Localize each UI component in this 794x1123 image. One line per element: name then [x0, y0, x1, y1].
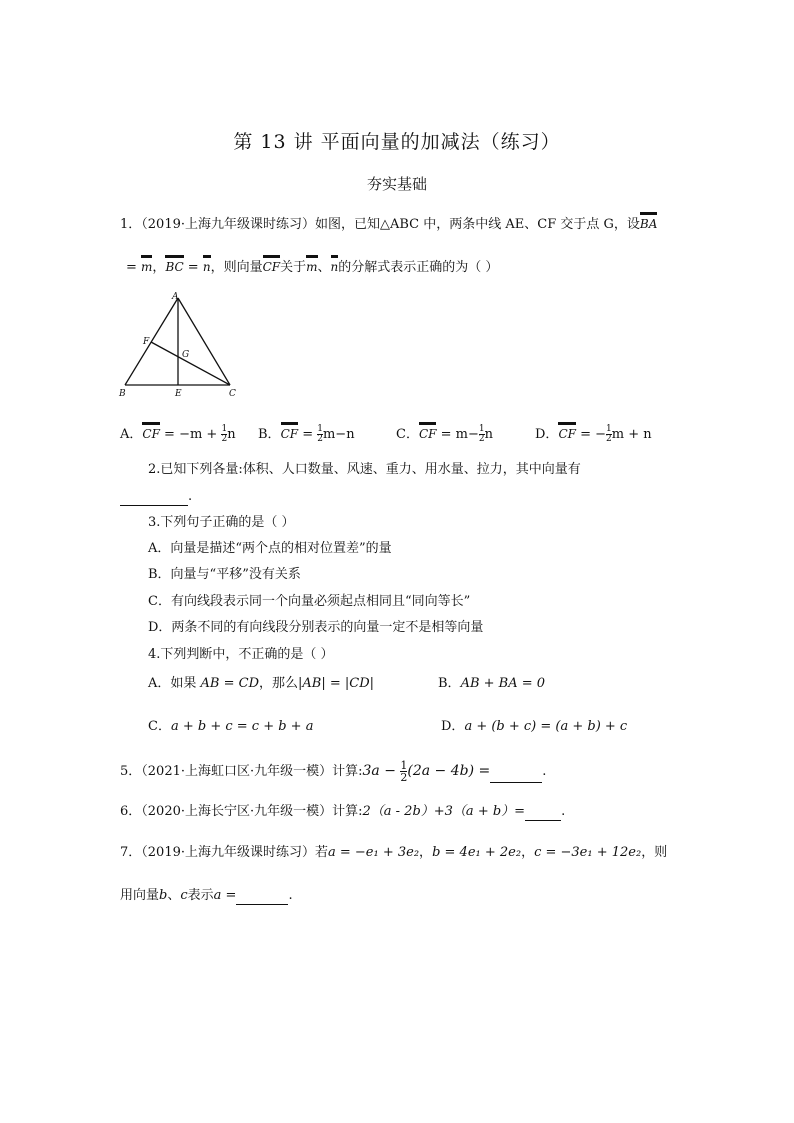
q5-stem: 5．（2021·上海虹口区·九年级一模）计算: [120, 764, 363, 779]
fraction-numerator: 1 [606, 424, 612, 434]
fraction-denominator: 2 [317, 434, 323, 444]
math-expression: 3a − [362, 763, 401, 779]
answer-blank[interactable] [236, 890, 288, 905]
period: . [542, 764, 547, 779]
vector-CF: CF [558, 423, 576, 443]
label-C: C [229, 389, 236, 399]
math-expression: |AB| = |CD| [298, 676, 375, 691]
vector-n: n [331, 256, 339, 276]
q4-option-b [438, 675, 545, 693]
q3-option-d: D．两条不同的有向线段分别表示的向量一定不是相等向量 [148, 620, 484, 635]
option-tail: n [227, 427, 236, 442]
period: . [288, 888, 293, 903]
answer-blank[interactable] [120, 491, 188, 506]
label-G: G [182, 350, 190, 360]
q1-option-c [396, 423, 493, 444]
fraction-numerator: 1 [478, 424, 485, 434]
option-letter: A． [120, 427, 143, 442]
q5-line [120, 760, 546, 783]
option-letter: B． [438, 676, 461, 691]
option-letter: D． [535, 427, 559, 442]
q1-stem-prefix: 1．（2019·上海九年级课时练习）如图，已知△ABC 中，两条中线 AE、CF 交于点 G，设 [120, 217, 640, 232]
q2-stem: 2.已知下列各量:体积、人口数量、风速、重力、用水量、拉力，其中向量有 [148, 462, 581, 477]
vector-BA: BA [640, 213, 657, 233]
option-letter: C． [396, 427, 419, 442]
math-expression: AB + BA = 0 [460, 676, 546, 691]
fraction-denominator: 2 [400, 771, 408, 784]
math-expression: (2a − 4b) = [407, 763, 491, 779]
option-expr: = [298, 427, 318, 442]
vector-CF: CF [142, 423, 160, 443]
math-expression: b = 4e₁ + 2e₂ [432, 845, 522, 860]
triangle-figure [115, 288, 245, 400]
math-expression: a = −e₁ + 3e₂ [328, 845, 420, 860]
q3-stem: 3.下列句子正确的是（ ） [148, 515, 295, 530]
vector-CF: CF [263, 256, 281, 276]
vector-m: m [141, 256, 152, 276]
separator: 、 [167, 888, 181, 903]
q2-answer-line [120, 488, 192, 506]
q1-option-a [120, 423, 236, 444]
math-expression: a + b + c = c + b + a [170, 719, 314, 734]
vector-m: m [306, 256, 317, 276]
q7-text: 表示 [187, 888, 214, 903]
vector-CF: CF [281, 423, 299, 443]
vector-CF: CF [419, 423, 437, 443]
option-tail: m−n [322, 427, 355, 442]
separator: ， [521, 845, 535, 860]
period: . [561, 804, 566, 819]
option-letter: B． [258, 427, 281, 442]
q7-line2 [120, 887, 293, 905]
option-expr: = − [575, 427, 607, 442]
page-title: 第 13 讲 平面向量的加减法（练习） [233, 131, 561, 153]
q1-text: ，则向量 [210, 260, 263, 275]
q4-option-c [148, 718, 313, 736]
label-E: E [175, 389, 182, 399]
side-AC [178, 298, 230, 385]
period: . [188, 489, 193, 504]
math-expression: a + (b + c) = (a + b) + c [464, 719, 628, 734]
answer-blank[interactable] [525, 806, 561, 821]
section-subtitle: 夯实基础 [366, 175, 427, 193]
q6-stem: 6．（2020·上海长宁区·九年级一模）计算: [120, 804, 363, 819]
math-expression: a = [213, 888, 237, 903]
math-expression: AB = CD [200, 676, 259, 691]
q4-option-d [441, 718, 627, 736]
option-letter: C． [148, 719, 171, 734]
fraction-numerator: 1 [400, 759, 408, 772]
math-expression: c = −3e₁ + 12e₂ [534, 845, 642, 860]
q3-option-c: C．有向线段表示同一个向量必须起点相同且“同向等长” [148, 594, 471, 609]
q6-line [120, 803, 565, 821]
answer-blank[interactable] [490, 768, 542, 783]
comma: ， [152, 260, 166, 275]
fraction-numerator: 1 [221, 424, 228, 434]
q4-option-a [148, 675, 374, 693]
q7-text: 用向量 [120, 888, 160, 903]
q1-text: 关于 [280, 260, 307, 275]
fraction-denominator: 2 [606, 434, 612, 444]
separator: 、 [317, 260, 331, 275]
label-F: F [143, 337, 150, 347]
q1-option-d [535, 423, 652, 444]
vector-n: n [203, 256, 211, 276]
label-A: A [172, 292, 179, 302]
q1-line1 [120, 213, 657, 234]
option-letter: D． [441, 719, 465, 734]
q7-stem: 7．（2019·上海九年级课时练习）若 [120, 845, 328, 860]
vector-BC: BC [165, 256, 183, 276]
math-expression: 2（a - 2b）+3（a + b）= [362, 804, 526, 819]
separator: ， [419, 845, 433, 860]
q1-option-b [258, 423, 355, 444]
vector-c: c [180, 888, 188, 903]
median-CF [151, 342, 230, 385]
fraction-denominator: 2 [478, 434, 485, 444]
equals-sign: = [183, 260, 203, 275]
option-tail: m + n [611, 427, 652, 442]
q3-option-b: B．向量与“平移”没有关系 [148, 567, 301, 582]
vector-b: b [159, 888, 168, 903]
side-AB [125, 298, 178, 385]
option-letter: A．如果 [148, 676, 201, 691]
option-tail: n [484, 427, 493, 442]
q1-line2 [126, 256, 498, 277]
q7-text: ，则 [641, 845, 668, 860]
equals-sign: = [126, 260, 142, 275]
option-expr: = m− [436, 427, 479, 442]
q1-text: 的分解式表示正确的为（ ） [338, 260, 499, 275]
fraction-numerator: 1 [317, 424, 323, 434]
q4-stem: 4.下列判断中，不正确的是（ ） [148, 647, 334, 662]
q4-text: ，那么 [259, 676, 299, 691]
q7-line1 [120, 844, 667, 862]
option-expr: = −m + [159, 427, 222, 442]
fraction-denominator: 2 [221, 434, 228, 444]
label-B: B [119, 389, 126, 399]
q3-option-a: A．向量是描述“两个点的相对位置差”的量 [148, 541, 392, 556]
